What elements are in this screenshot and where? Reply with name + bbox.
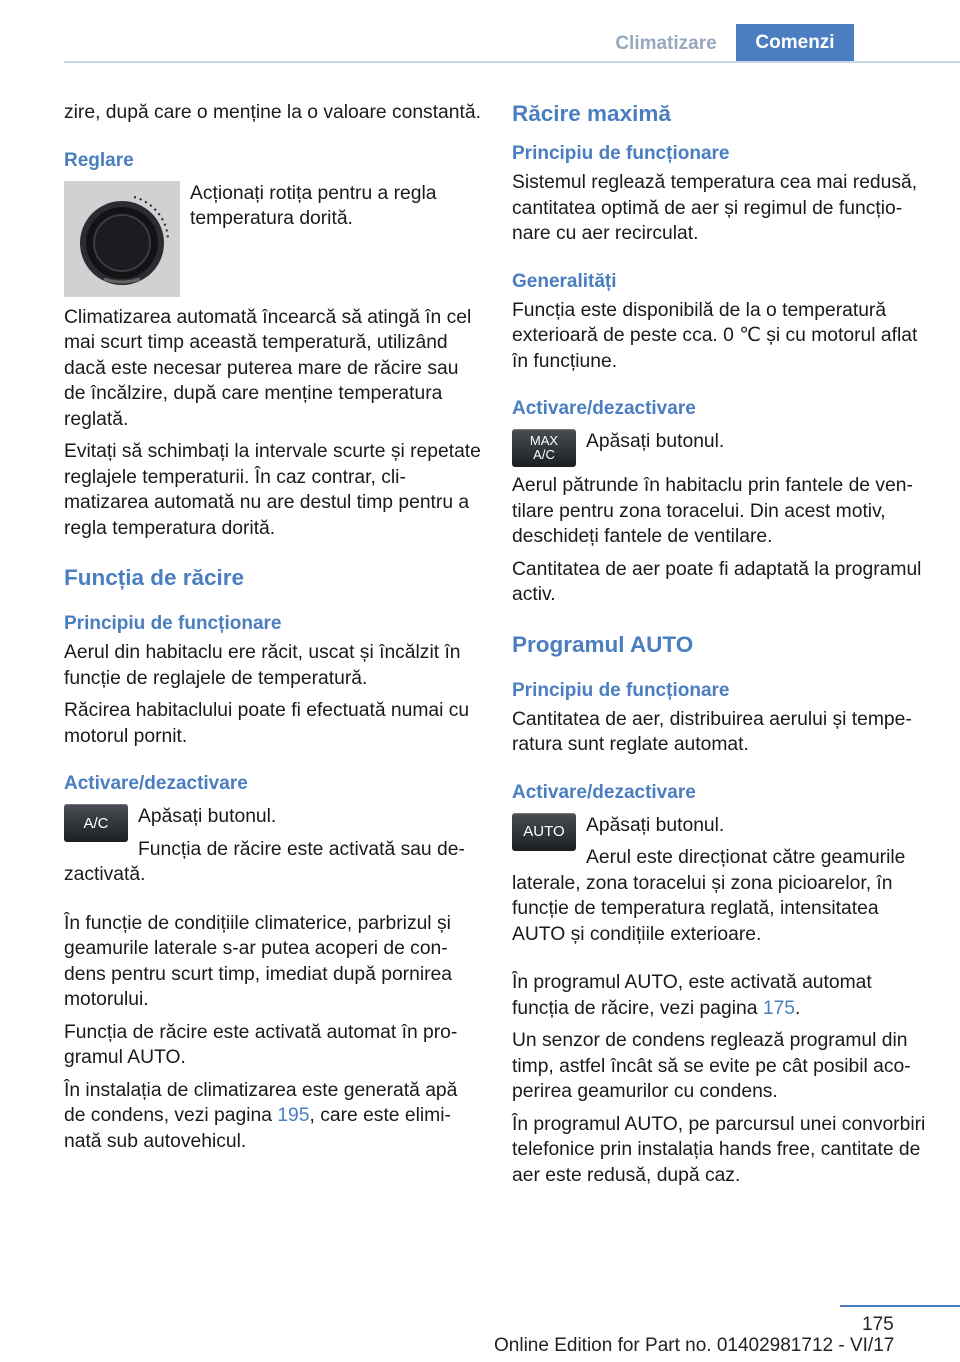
- paragraph-4: Răcirea habitaclului poate fi efectuată numai cu motorul pornit.: [64, 700, 470, 747]
- paragraph-8-start: În instalația de climatizarea este generată apă de condens, vezi pagina: [64, 1079, 458, 1126]
- generalitati-heading: Generalități: [512, 270, 617, 292]
- left-column: [64, 100, 482, 1161]
- right-column: [512, 100, 930, 1195]
- page-number: 175: [862, 1314, 894, 1335]
- temperature-knob-image: [64, 181, 180, 297]
- principiu-heading-2: Principiu de funcționare: [512, 143, 730, 164]
- paragraph-1: Climatizarea automată încearcă să atingă în cel mai scurt timp această temperatură, utilizând dacă este necesar puterea mare de răcire sau de încălzire, după care menține temperatura reglată.: [64, 306, 472, 430]
- edition-text: Online Edition for Part no. 01402981712 - VI/17: [494, 1335, 895, 1356]
- paragraph-2: Evitați să schimbați la intervale scurte și repetate reglajele temperaturii. În caz contrar, climatizarea automată nu are destul timp pentru a regla temperatura dorită.: [64, 441, 481, 539]
- r-paragraph-4: Cantitatea de aer poate fi adaptată la programul activ.: [512, 558, 922, 605]
- header-rule: [64, 61, 960, 63]
- paragraph-8: [64, 1078, 482, 1155]
- ac-button-icon: A/C: [64, 804, 128, 842]
- ac-label: A/C: [533, 447, 555, 462]
- header-section-tab[interactable]: Climatizare: [615, 33, 717, 54]
- r-paragraph-1: Sistemul reglează temperatura cea mai redusă, cantitatea optimă de aer și regimul de funcționare cu aer recirculat.: [512, 172, 918, 244]
- paragraph-3: Aerul din habitaclu ere răcit, uscat și încălzit în funcție de reglajele de temperatură.: [64, 642, 461, 689]
- page-link-195[interactable]: 195: [277, 1105, 310, 1126]
- paragraph-7: Funcția de răcire este activată automat în programul AUTO.: [64, 1021, 458, 1068]
- r-paragraph-9: În programul AUTO, pe parcursul unei convorbiri telefonice prin instalația hands free, cantitate de aer este redusă, după caz.: [512, 1113, 926, 1186]
- r-paragraph-5: Cantitatea de aer, distribuirea aerului și temperatura sunt reglate automat.: [512, 708, 912, 755]
- paragraph-5: Funcția de răcire este activată sau dezactivată.: [64, 838, 465, 885]
- max-label: MAX: [529, 433, 559, 448]
- intro-text: zire, după care o menține la o valoare constantă.: [64, 102, 481, 123]
- activare-heading: Activare/dezactivare: [64, 773, 248, 794]
- r-apasati-text-2: Apăsați butonul.: [586, 814, 725, 836]
- r-apasati-text: Apăsați butonul.: [586, 431, 725, 452]
- max-heading: Răcire maximă: [512, 101, 671, 126]
- r-paragraph-3: Aerul pătrunde în habitaclu prin fantele de ventilare pentru zona toracelui. Din acest motiv, deschideți fantele de ventilare.: [512, 475, 913, 547]
- r-paragraph-7-start: În programul AUTO, este activată automat funcția de răcire, vezi pagina: [512, 972, 872, 1019]
- page-link-175[interactable]: 175: [762, 997, 795, 1019]
- r-paragraph-7-end: .: [794, 997, 801, 1019]
- r-paragraph-8: Un senzor de condens reglează programul din timp, astfel încât să se evite pe cât posibil acoperirea geamurilor cu condens.: [512, 1030, 911, 1102]
- principiu-heading: Principiu de funcționare: [64, 613, 282, 634]
- paragraph-6: În funcție de condițiile climaterice, parbrizul și geamurile laterale s-ar putea acoperi de condens pentru scurt timp, imediat după pornirea motorului.: [64, 912, 452, 1010]
- r-paragraph-7: [512, 970, 930, 1021]
- racire-heading: Funcția de răcire: [64, 565, 245, 590]
- header-active-tab[interactable]: Comenzi: [736, 24, 854, 61]
- auto-button-icon: AUTO: [512, 813, 576, 851]
- footer-rule: [840, 1305, 960, 1307]
- reglare-heading: Reglare: [64, 149, 134, 171]
- r-paragraph-6: Aerul este direcționat către geamurile laterale, zona toracelui și zona picioarelor, în funcție de temperatura reglată, intensitatea AUTO și condițiile exterioare.: [512, 847, 906, 945]
- activare-heading-2: Activare/dezactivare: [512, 398, 696, 419]
- max-ac-button-icon: [512, 429, 576, 467]
- apasati-text: Apăsați butonul.: [138, 806, 277, 827]
- paragraph-8-end: , care este eliminată sub autovehicul.: [64, 1105, 451, 1152]
- reglare-text: Acționați rotița pentru a regla temperatura dorită.: [190, 182, 437, 229]
- auto-heading: Programul AUTO: [512, 631, 694, 657]
- r-paragraph-2: Funcția este disponibilă de la o temperatură exterioară de peste cca. 0 ℃ și cu motorul aflat în funcțiune.: [512, 299, 918, 372]
- activare-heading-3: Activare/dezactivare: [512, 781, 696, 803]
- principiu-heading-3: Principiu de funcționare: [512, 679, 730, 701]
